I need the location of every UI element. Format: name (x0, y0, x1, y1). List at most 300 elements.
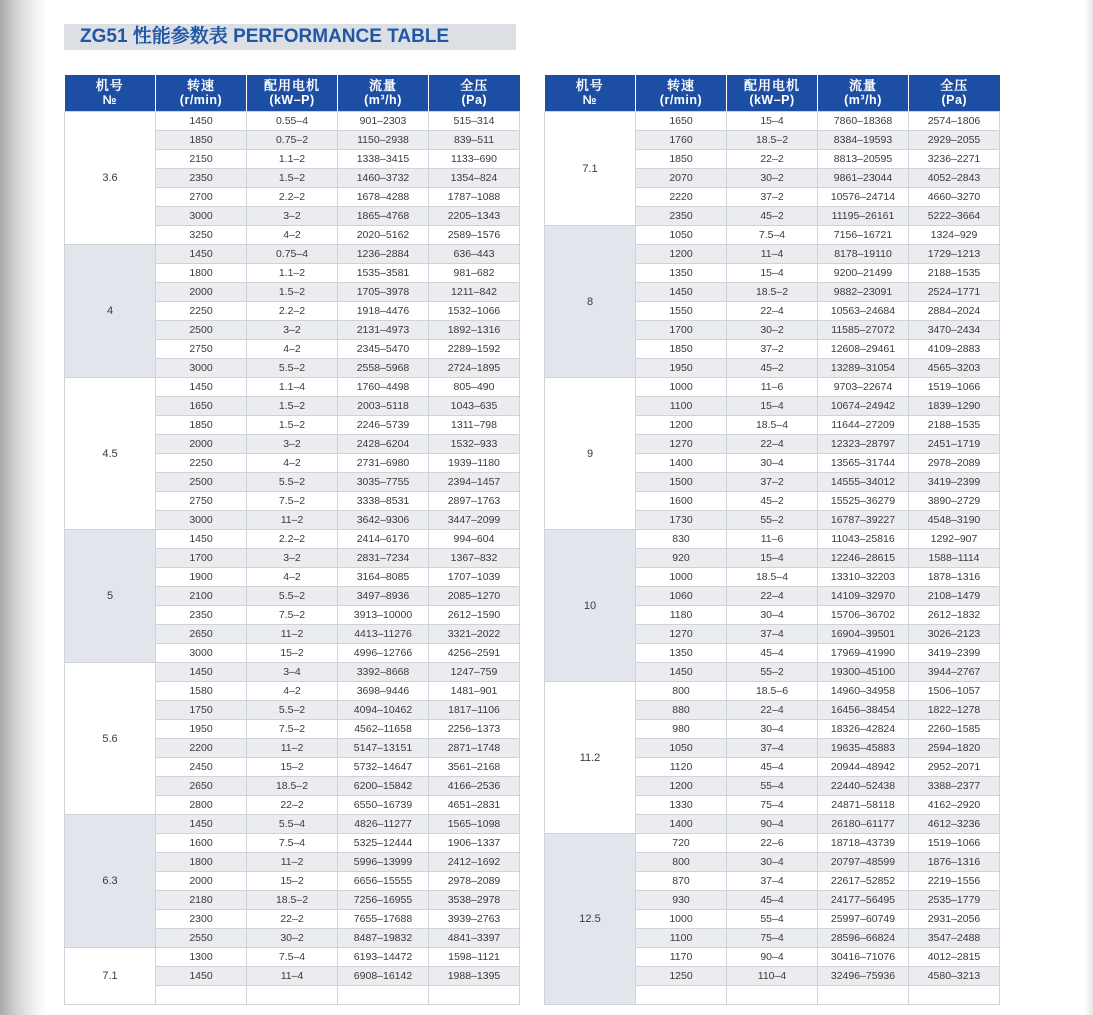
speed-cell (636, 986, 727, 1005)
pressure-cell: 2589–1576 (429, 226, 520, 245)
model-number-cell: 11.2 (545, 682, 636, 834)
speed-cell: 2250 (156, 454, 247, 473)
model-number-cell: 7.1 (65, 948, 156, 1005)
motor-cell: 4–2 (247, 226, 338, 245)
airflow-cell: 20944–48942 (818, 758, 909, 777)
motor-cell: 90–4 (727, 815, 818, 834)
column-header (818, 75, 909, 112)
airflow-cell: 8487–19832 (338, 929, 429, 948)
title-bar (64, 24, 516, 50)
airflow-cell: 6656–15555 (338, 872, 429, 891)
airflow-cell: 2558–5968 (338, 359, 429, 378)
speed-cell: 1550 (636, 302, 727, 321)
airflow-cell: 1236–2884 (338, 245, 429, 264)
pressure-cell: 839–511 (429, 131, 520, 150)
airflow-cell: 2428–6204 (338, 435, 429, 454)
airflow-cell: 4826–11277 (338, 815, 429, 834)
speed-cell: 1950 (636, 359, 727, 378)
airflow-cell: 1338–3415 (338, 150, 429, 169)
motor-cell: 0.75–4 (247, 245, 338, 264)
pressure-cell: 4841–3397 (429, 929, 520, 948)
airflow-cell: 14555–34012 (818, 473, 909, 492)
airflow-cell: 11195–26161 (818, 207, 909, 226)
pressure-cell: 1729–1213 (909, 245, 1000, 264)
model-number-cell: 9 (545, 378, 636, 530)
airflow-cell: 3497–8936 (338, 587, 429, 606)
airflow-cell: 19300–45100 (818, 663, 909, 682)
table-row (65, 245, 520, 264)
motor-cell: 15–2 (247, 872, 338, 891)
pressure-cell: 4565–3203 (909, 359, 1000, 378)
speed-cell: 3000 (156, 644, 247, 663)
motor-cell: 15–4 (727, 112, 818, 131)
column-header-label: 流量 (848, 78, 877, 93)
motor-cell: 4–2 (247, 568, 338, 587)
model-number-cell: 10 (545, 530, 636, 682)
table-row (545, 530, 1000, 549)
motor-cell: 18.5–6 (727, 682, 818, 701)
airflow-cell: 9861–23044 (818, 169, 909, 188)
pressure-cell: 1565–1098 (429, 815, 520, 834)
speed-cell: 1350 (636, 264, 727, 283)
pressure-cell: 3236–2271 (909, 150, 1000, 169)
motor-cell: 11–4 (727, 245, 818, 264)
model-number-cell: 3.6 (65, 112, 156, 245)
speed-cell: 2650 (156, 625, 247, 644)
airflow-cell: 3698–9446 (338, 682, 429, 701)
motor-cell: 0.55–4 (247, 112, 338, 131)
airflow-cell: 1535–3581 (338, 264, 429, 283)
airflow-cell: 8813–20595 (818, 150, 909, 169)
airflow-cell: 5996–13999 (338, 853, 429, 872)
pressure-cell: 1988–1395 (429, 967, 520, 986)
motor-cell: 18.5–4 (727, 568, 818, 587)
speed-cell: 1050 (636, 226, 727, 245)
pressure-cell (909, 986, 1000, 1005)
speed-cell: 1250 (636, 967, 727, 986)
motor-cell: 55–2 (727, 511, 818, 530)
motor-cell: 37–4 (727, 872, 818, 891)
airflow-cell: 22440–52438 (818, 777, 909, 796)
pressure-cell: 2412–1692 (429, 853, 520, 872)
motor-cell: 7.5–4 (247, 834, 338, 853)
column-header (338, 75, 429, 112)
pressure-cell: 2897–1763 (429, 492, 520, 511)
pressure-cell: 2256–1373 (429, 720, 520, 739)
motor-cell: 75–4 (727, 929, 818, 948)
airflow-cell: 1865–4768 (338, 207, 429, 226)
pressure-cell: 1878–1316 (909, 568, 1000, 587)
pressure-cell: 515–314 (429, 112, 520, 131)
pressure-cell: 4012–2815 (909, 948, 1000, 967)
motor-cell: 15–4 (727, 549, 818, 568)
speed-cell: 2450 (156, 758, 247, 777)
pressure-cell: 1822–1278 (909, 701, 1000, 720)
motor-cell: 2.2–2 (247, 530, 338, 549)
motor-cell: 5.5–2 (247, 701, 338, 720)
speed-cell: 2250 (156, 302, 247, 321)
speed-cell: 1050 (636, 739, 727, 758)
pressure-cell: 981–682 (429, 264, 520, 283)
model-number-cell: 5.6 (65, 663, 156, 815)
motor-cell: 55–4 (727, 910, 818, 929)
column-header-label: 机号 (575, 78, 604, 93)
pressure-cell: 1354–824 (429, 169, 520, 188)
speed-cell: 1580 (156, 682, 247, 701)
motor-cell: 90–4 (727, 948, 818, 967)
pressure-cell: 4052–2843 (909, 169, 1000, 188)
airflow-cell: 10674–24942 (818, 397, 909, 416)
speed-cell: 2100 (156, 587, 247, 606)
speed-cell: 2000 (156, 872, 247, 891)
pressure-cell: 1839–1290 (909, 397, 1000, 416)
motor-cell: 1.1–4 (247, 378, 338, 397)
pressure-cell: 1906–1337 (429, 834, 520, 853)
airflow-cell: 16904–39501 (818, 625, 909, 644)
airflow-cell: 24871–58118 (818, 796, 909, 815)
motor-cell: 22–4 (727, 302, 818, 321)
motor-cell: 30–2 (727, 321, 818, 340)
airflow-cell: 2831–7234 (338, 549, 429, 568)
speed-cell: 1900 (156, 568, 247, 587)
airflow-cell: 3338–8531 (338, 492, 429, 511)
speed-cell: 1100 (636, 929, 727, 948)
airflow-cell: 6193–14472 (338, 948, 429, 967)
pressure-cell: 1876–1316 (909, 853, 1000, 872)
pressure-cell: 2394–1457 (429, 473, 520, 492)
motor-cell: 22–4 (727, 587, 818, 606)
speed-cell: 870 (636, 872, 727, 891)
pressure-cell: 636–443 (429, 245, 520, 264)
model-number-cell: 5 (65, 530, 156, 663)
pressure-cell: 3890–2729 (909, 492, 1000, 511)
motor-cell: 18.5–2 (247, 891, 338, 910)
motor-cell: 3–2 (247, 549, 338, 568)
airflow-cell: 5325–12444 (338, 834, 429, 853)
motor-cell: 15–4 (727, 264, 818, 283)
speed-cell: 1200 (636, 416, 727, 435)
airflow-cell: 7860–18368 (818, 112, 909, 131)
pressure-cell: 2978–2089 (909, 454, 1000, 473)
motor-cell: 7.5–2 (247, 492, 338, 511)
speed-cell: 830 (636, 530, 727, 549)
speed-cell: 2220 (636, 188, 727, 207)
table-row (65, 112, 520, 131)
motor-cell: 37–4 (727, 625, 818, 644)
airflow-cell: 4413–11276 (338, 625, 429, 644)
airflow-cell: 5732–14647 (338, 758, 429, 777)
pressure-cell: 2188–1535 (909, 264, 1000, 283)
motor-cell: 1.1–2 (247, 150, 338, 169)
table-row (545, 834, 1000, 853)
airflow-cell: 14960–34958 (818, 682, 909, 701)
pressure-cell: 1367–832 (429, 549, 520, 568)
column-header (727, 75, 818, 112)
airflow-cell: 2020–5162 (338, 226, 429, 245)
pressure-cell: 4256–2591 (429, 644, 520, 663)
pressure-cell: 1892–1316 (429, 321, 520, 340)
speed-cell: 1180 (636, 606, 727, 625)
speed-cell: 3000 (156, 359, 247, 378)
pressure-cell: 2574–1806 (909, 112, 1000, 131)
speed-cell: 2150 (156, 150, 247, 169)
speed-cell: 1170 (636, 948, 727, 967)
motor-cell: 5.5–2 (247, 587, 338, 606)
airflow-cell: 9882–23091 (818, 283, 909, 302)
pressure-cell: 3939–2763 (429, 910, 520, 929)
speed-cell: 2800 (156, 796, 247, 815)
speed-cell: 1300 (156, 948, 247, 967)
speed-cell: 2500 (156, 473, 247, 492)
airflow-cell: 9200–21499 (818, 264, 909, 283)
pressure-cell: 2952–2071 (909, 758, 1000, 777)
table-row (65, 378, 520, 397)
motor-cell: 22–4 (727, 701, 818, 720)
pressure-cell: 5222–3664 (909, 207, 1000, 226)
airflow-cell: 7256–16955 (338, 891, 429, 910)
airflow-cell: 30416–71076 (818, 948, 909, 967)
motor-cell: 22–2 (247, 910, 338, 929)
motor-cell: 5.5–2 (247, 359, 338, 378)
motor-cell: 37–4 (727, 739, 818, 758)
column-header-unit: (m³/h) (364, 93, 402, 107)
column-header-label: 全压 (460, 78, 489, 93)
speed-cell: 1200 (636, 245, 727, 264)
performance-table-left (64, 75, 520, 1005)
motor-cell: 18.5–2 (727, 283, 818, 302)
pressure-cell: 1707–1039 (429, 568, 520, 587)
airflow-cell: 1760–4498 (338, 378, 429, 397)
speed-cell: 2350 (156, 606, 247, 625)
speed-cell: 3000 (156, 511, 247, 530)
motor-cell: 30–2 (247, 929, 338, 948)
motor-cell: 37–2 (727, 473, 818, 492)
motor-cell: 55–4 (727, 777, 818, 796)
pressure-cell: 4580–3213 (909, 967, 1000, 986)
motor-cell: 15–4 (727, 397, 818, 416)
airflow-cell: 10563–24684 (818, 302, 909, 321)
airflow-cell: 11043–25816 (818, 530, 909, 549)
speed-cell: 1450 (636, 663, 727, 682)
speed-cell (156, 986, 247, 1005)
column-header-unit: (Pa) (461, 93, 488, 107)
airflow-cell: 14109–32970 (818, 587, 909, 606)
airflow-cell: 2246–5739 (338, 416, 429, 435)
motor-cell: 1.5–2 (247, 169, 338, 188)
header-row (65, 75, 520, 112)
speed-cell: 720 (636, 834, 727, 853)
pressure-cell: 3419–2399 (909, 473, 1000, 492)
column-header-unit: (kW–P) (269, 93, 315, 107)
pressure-cell: 2188–1535 (909, 416, 1000, 435)
motor-cell: 22–6 (727, 834, 818, 853)
airflow-cell: 901–2303 (338, 112, 429, 131)
motor-cell: 45–2 (727, 492, 818, 511)
airflow-cell: 2345–5470 (338, 340, 429, 359)
motor-cell: 1.5–2 (247, 416, 338, 435)
speed-cell: 2180 (156, 891, 247, 910)
speed-cell: 1200 (636, 777, 727, 796)
airflow-cell: 22617–52852 (818, 872, 909, 891)
speed-cell: 980 (636, 720, 727, 739)
motor-cell: 1.1–2 (247, 264, 338, 283)
pressure-cell: 1532–1066 (429, 302, 520, 321)
airflow-cell: 3164–8085 (338, 568, 429, 587)
airflow-cell: 9703–22674 (818, 378, 909, 397)
motor-cell: 110–4 (727, 967, 818, 986)
model-number-cell: 7.1 (545, 112, 636, 226)
airflow-cell: 12323–28797 (818, 435, 909, 454)
motor-cell: 45–4 (727, 758, 818, 777)
pressure-cell: 2289–1592 (429, 340, 520, 359)
speed-cell: 2200 (156, 739, 247, 758)
speed-cell: 1700 (156, 549, 247, 568)
table-row (545, 682, 1000, 701)
speed-cell: 2350 (636, 207, 727, 226)
page-title: ZG51 性能参数表 PERFORMANCE TABLE (80, 26, 450, 47)
speed-cell: 1650 (636, 112, 727, 131)
speed-cell: 930 (636, 891, 727, 910)
column-header-unit: № (582, 93, 597, 107)
speed-cell: 2500 (156, 321, 247, 340)
motor-cell: 18.5–2 (247, 777, 338, 796)
motor-cell: 11–4 (247, 967, 338, 986)
table-row (545, 378, 1000, 397)
column-header-label: 转速 (666, 78, 695, 93)
motor-cell: 7.5–4 (247, 948, 338, 967)
motor-cell: 11–6 (727, 378, 818, 397)
column-header (636, 75, 727, 112)
motor-cell: 37–2 (727, 188, 818, 207)
pressure-cell: 2612–1832 (909, 606, 1000, 625)
pressure-cell: 1133–690 (429, 150, 520, 169)
motor-cell: 7.5–2 (247, 720, 338, 739)
pressure-cell: 3419–2399 (909, 644, 1000, 663)
motor-cell: 15–2 (247, 758, 338, 777)
speed-cell: 1330 (636, 796, 727, 815)
airflow-cell: 1705–3978 (338, 283, 429, 302)
header-row (545, 75, 1000, 112)
speed-cell: 2650 (156, 777, 247, 796)
pressure-cell: 994–604 (429, 530, 520, 549)
speed-cell: 1400 (636, 454, 727, 473)
column-header-unit: (kW–P) (749, 93, 795, 107)
speed-cell: 1100 (636, 397, 727, 416)
pressure-cell: 3561–2168 (429, 758, 520, 777)
motor-cell: 11–2 (247, 853, 338, 872)
airflow-cell: 4996–12766 (338, 644, 429, 663)
pressure-cell: 4548–3190 (909, 511, 1000, 530)
motor-cell: 15–2 (247, 644, 338, 663)
airflow-cell: 3913–10000 (338, 606, 429, 625)
airflow-cell: 5147–13151 (338, 739, 429, 758)
speed-cell: 3250 (156, 226, 247, 245)
motor-cell: 37–2 (727, 340, 818, 359)
motor-cell: 1.5–2 (247, 283, 338, 302)
page-right-edge (1084, 0, 1093, 1015)
pressure-cell: 4612–3236 (909, 815, 1000, 834)
pressure-cell: 2535–1779 (909, 891, 1000, 910)
motor-cell: 22–4 (727, 435, 818, 454)
pressure-cell: 3026–2123 (909, 625, 1000, 644)
column-header-label: 流量 (368, 78, 397, 93)
airflow-cell: 1460–3732 (338, 169, 429, 188)
airflow-cell: 6550–16739 (338, 796, 429, 815)
table-row (65, 530, 520, 549)
motor-cell: 5.5–2 (247, 473, 338, 492)
airflow-cell: 32496–75936 (818, 967, 909, 986)
airflow-cell: 6908–16142 (338, 967, 429, 986)
speed-cell: 2700 (156, 188, 247, 207)
motor-cell: 18.5–4 (727, 416, 818, 435)
motor-cell: 5.5–4 (247, 815, 338, 834)
pressure-cell: 2724–1895 (429, 359, 520, 378)
speed-cell: 1750 (156, 701, 247, 720)
column-header-label: 配用电机 (743, 78, 800, 93)
model-number-cell: 4.5 (65, 378, 156, 530)
speed-cell: 1760 (636, 131, 727, 150)
motor-cell: 2.2–2 (247, 302, 338, 321)
pressure-cell: 4660–3270 (909, 188, 1000, 207)
motor-cell: 22–2 (727, 150, 818, 169)
motor-cell: 45–4 (727, 644, 818, 663)
motor-cell: 30–4 (727, 606, 818, 625)
airflow-cell: 4094–10462 (338, 701, 429, 720)
motor-cell (727, 986, 818, 1005)
motor-cell: 3–2 (247, 207, 338, 226)
airflow-cell: 1678–4288 (338, 188, 429, 207)
airflow-cell: 24177–56495 (818, 891, 909, 910)
airflow-cell: 1918–4476 (338, 302, 429, 321)
speed-cell: 1450 (156, 967, 247, 986)
column-header-unit: (r/min) (659, 93, 703, 107)
pressure-cell (429, 986, 520, 1005)
speed-cell: 1950 (156, 720, 247, 739)
pressure-cell: 3388–2377 (909, 777, 1000, 796)
speed-cell: 1500 (636, 473, 727, 492)
pressure-cell: 1506–1057 (909, 682, 1000, 701)
column-header-unit: № (102, 93, 117, 107)
speed-cell: 2750 (156, 340, 247, 359)
speed-cell: 880 (636, 701, 727, 720)
airflow-cell: 16787–39227 (818, 511, 909, 530)
motor-cell: 55–2 (727, 663, 818, 682)
airflow-cell: 13289–31054 (818, 359, 909, 378)
table-row (545, 112, 1000, 131)
pressure-cell: 2260–1585 (909, 720, 1000, 739)
pressure-cell: 2884–2024 (909, 302, 1000, 321)
pressure-cell: 805–490 (429, 378, 520, 397)
motor-cell: 30–4 (727, 454, 818, 473)
motor-cell: 45–2 (727, 359, 818, 378)
airflow-cell: 13565–31744 (818, 454, 909, 473)
pressure-cell: 3547–2488 (909, 929, 1000, 948)
speed-cell: 1450 (636, 283, 727, 302)
speed-cell: 1270 (636, 625, 727, 644)
airflow-cell: 18326–42824 (818, 720, 909, 739)
motor-cell: 18.5–2 (727, 131, 818, 150)
pressure-cell: 3470–2434 (909, 321, 1000, 340)
speed-cell: 1400 (636, 815, 727, 834)
pressure-cell: 2451–1719 (909, 435, 1000, 454)
airflow-cell: 10576–24714 (818, 188, 909, 207)
airflow-cell: 2414–6170 (338, 530, 429, 549)
airflow-cell: 12608–29461 (818, 340, 909, 359)
speed-cell: 3000 (156, 207, 247, 226)
pressure-cell: 2219–1556 (909, 872, 1000, 891)
airflow-cell: 6200–15842 (338, 777, 429, 796)
airflow-cell: 13310–32203 (818, 568, 909, 587)
